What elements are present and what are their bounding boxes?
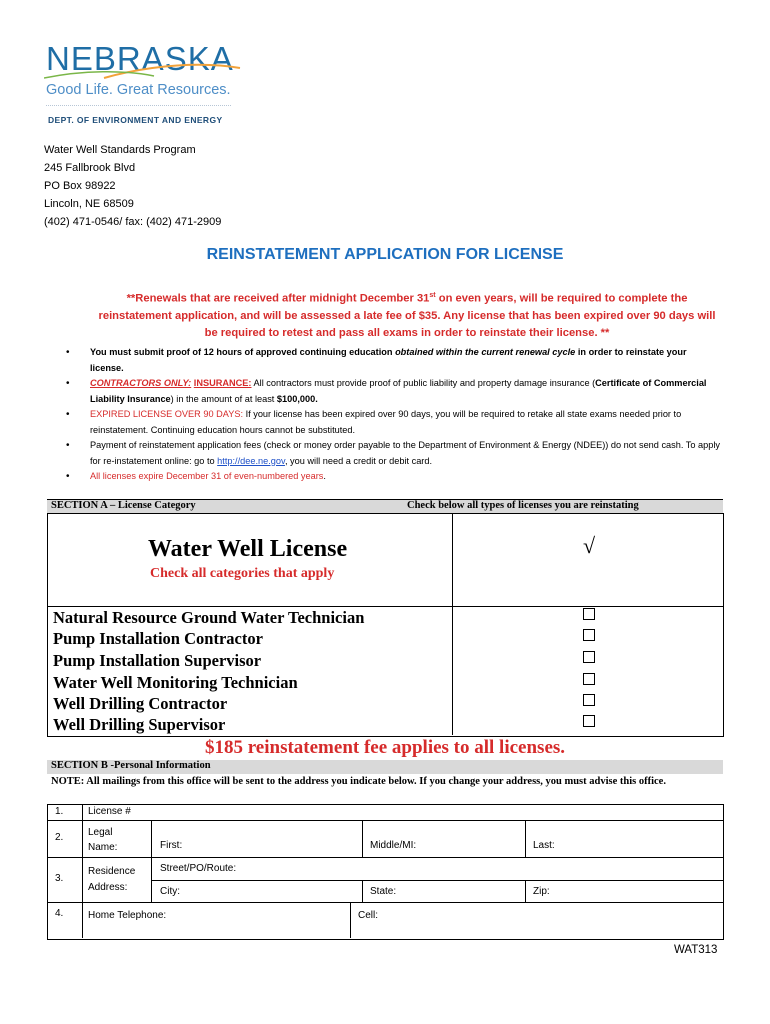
residence-address-label: Residence Address: [88, 866, 136, 893]
section-b-title: SECTION B -Personal Information [51, 760, 211, 771]
address-line: Water Well Standards Program [44, 144, 196, 156]
state-field[interactable]: State: [370, 886, 397, 897]
divider [47, 902, 724, 903]
license-checkbox[interactable] [583, 608, 595, 620]
list-item: • EXPIRED LICENSE OVER 90 DAYS: If your license has been expired over 90 days, you will be required to retake all state exams needed prior to reinstatement. Continuing education hours cannot be substituted. [62, 407, 722, 438]
city-field[interactable]: City: [160, 886, 180, 897]
divider [525, 880, 526, 902]
divider [452, 513, 453, 735]
divider [47, 820, 724, 821]
check-categories-note: Check all categories that apply [150, 566, 335, 581]
license-number-label: License # [88, 806, 131, 817]
license-label: Well Drilling Supervisor [53, 715, 226, 734]
divider [151, 820, 152, 902]
cell-phone-field[interactable]: Cell: [358, 910, 379, 921]
fee-notice: $185 reinstatement fee applies to all licenses. [204, 737, 566, 758]
last-name-field[interactable]: Last: [533, 840, 555, 851]
office-address [44, 141, 221, 231]
section-a-header [47, 499, 723, 514]
row-number: 2. [55, 832, 64, 843]
license-label: Pump Installation Contractor [53, 629, 263, 648]
check-mark-icon: √ [583, 533, 596, 558]
home-telephone-field[interactable]: Home Telephone: [88, 910, 167, 921]
divider [362, 880, 363, 902]
address-line: Lincoln, NE 68509 [44, 198, 134, 210]
logo-dept: DEPT. OF ENVIRONMENT AND ENERGY [48, 115, 223, 125]
list-item: • Payment of reinstatement application fees (check or money order payable to the Department of Environment & Energy (NDEE)) do not send cash. To apply for re-instatement online: go to http://dee.ne.gov, you will need a credit or debit card. [62, 438, 722, 469]
nebraska-logo [44, 40, 244, 130]
row-number: 1. [55, 806, 64, 817]
list-item: • All licenses expire December 31 of even-numbered years. [62, 469, 722, 485]
divider [47, 857, 724, 858]
license-label: Pump Installation Supervisor [53, 651, 262, 670]
license-checkbox[interactable] [583, 651, 595, 663]
license-label: Natural Resource Ground Water Technician [53, 608, 365, 627]
list-item: • You must submit proof of 12 hours of approved continuing education obtained within the current renewal cycle in order to reinstate your license. [62, 345, 722, 376]
logo-divider [46, 105, 231, 106]
section-a-instruction: Check below all types of licenses you are reinstating [407, 500, 639, 511]
divider [151, 880, 724, 881]
dee-link[interactable]: http://dee.ne.gov [217, 455, 285, 466]
form-code: WAT313 [674, 944, 718, 956]
license-label: Water Well Monitoring Technician [53, 673, 298, 692]
renewal-notice: **Renewals that are received after midnight December 31st on even years, will be required to complete the reinstatement application, and will be assessed a late fee of $35. Any license that has been expired over 90 days will be required to retest and pass all exams in order to reinstate their license. ** [98, 292, 716, 339]
divider [525, 820, 526, 857]
first-name-field[interactable]: First: [160, 840, 183, 851]
license-checkbox[interactable] [583, 629, 595, 641]
divider [82, 804, 83, 938]
list-item: • CONTRACTORS ONLY: INSURANCE: All contractors must provide proof of public liability and property damage insurance (Certificate of Commercial Liability Insurance) in the amount of at least $100,000. [62, 376, 722, 407]
form-title: REINSTATEMENT APPLICATION FOR LICENSE [206, 246, 564, 263]
section-a-title: SECTION A – License Category [51, 500, 196, 511]
row-number: 4. [55, 908, 64, 919]
address-line: PO Box 98922 [44, 180, 116, 192]
section-b-header [47, 760, 723, 774]
divider [350, 902, 351, 938]
license-checkbox[interactable] [583, 673, 595, 685]
license-checkbox[interactable] [583, 715, 595, 727]
license-checkbox[interactable] [583, 694, 595, 706]
street-field[interactable]: Street/PO/Route: [160, 863, 237, 874]
middle-name-field[interactable]: Middle/MI: [370, 840, 417, 851]
row-number: 3. [55, 873, 64, 884]
water-well-license-heading: Water Well License [148, 536, 348, 562]
license-label: Well Drilling Contractor [53, 694, 228, 713]
address-line: 245 Fallbrook Blvd [44, 162, 136, 174]
divider [362, 820, 363, 857]
address-line: (402) 471-0546/ fax: (402) 471-2909 [44, 216, 222, 228]
zip-field[interactable]: Zip: [533, 886, 550, 897]
legal-name-label: Legal Name: [88, 827, 118, 853]
instructions-list [62, 345, 722, 485]
logo-title: NEBRASKA [46, 40, 234, 77]
logo-tagline: Good Life. Great Resources. [46, 82, 231, 98]
divider [47, 606, 724, 607]
mailing-note: NOTE: All mailings from this office will be sent to the address you indicate below. If you change your address, you must advise this office. [51, 776, 666, 787]
